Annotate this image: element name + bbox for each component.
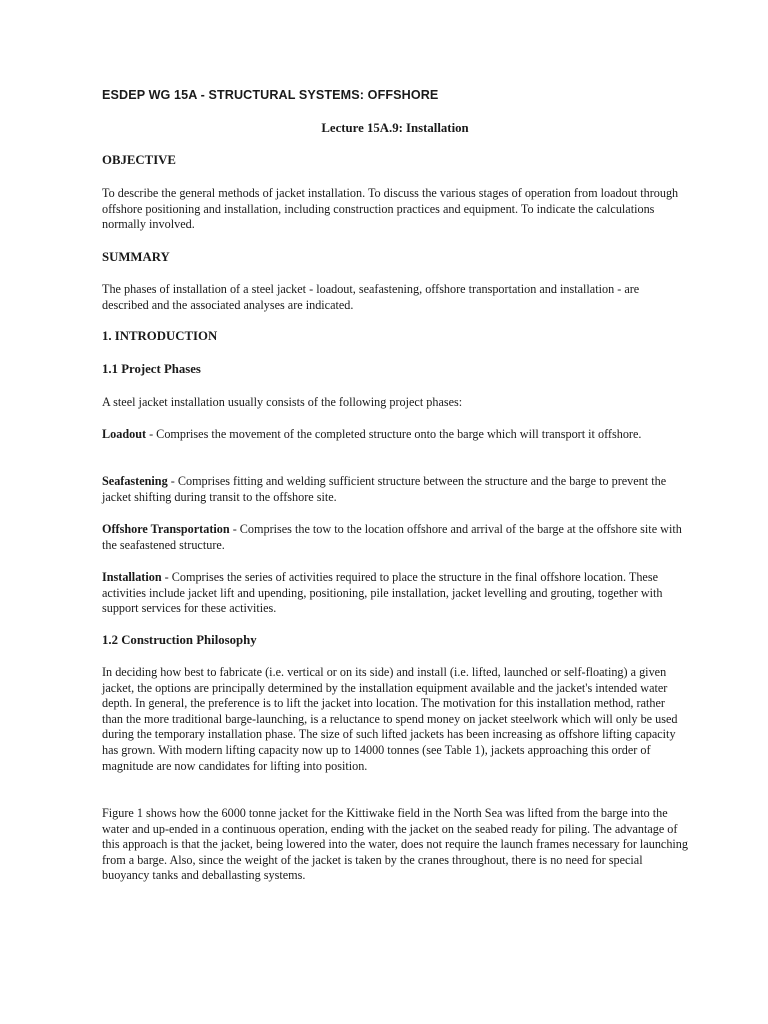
philosophy-paragraph: In deciding how best to fabricate (i.e. vertical or on its side) and install (i.e. lifted, launched or self-floating) a given jacket, the options are principally determined by the installation equipment available and the jacket's intended water depth. In general, the preference is to lift the jacket into location. The motivation for this installation method, rather than the more traditional barge-launching, is a reluctance to spend money on jacket steelwork which will only be used during the temporary installation phase. The size of such lifted jackets has been increasing as offshore lifting capacity has grown. With modern lifting capacity now up to 14000 tonnes (see Table 1), jackets approaching this order of magnitude are now candidates for lifting into position. bbox=[102, 665, 678, 773]
summary-text: The phases of installation of a steel jacket - loadout, seafastening, offshore transportation and installation - are described and the associated analyses are indicated. bbox=[102, 282, 640, 312]
philosophy-paragraph: Figure 1 shows how the 6000 tonne jacket for the Kittiwake field in the North Sea was lifted from the barge into the water and up-ended in a continuous operation, ending with the jacket on the seabed ready for piling. The advantage of this approach is that the jacket, being lowered into the water, does not require the launch frames necessary for launching from a barge. Also, since the weight of the jacket is taken by the cranes throughout, there is no need for special buoyancy tanks and deballasting systems. bbox=[102, 806, 688, 883]
introduction-heading: 1. INTRODUCTION bbox=[102, 329, 218, 343]
phase-description: - Comprises the tow to the location offshore and arrival of the barge at the offshore site with the seafastened structure. bbox=[102, 522, 682, 552]
phase-item-seafastening bbox=[102, 474, 688, 505]
phase-term: Installation bbox=[102, 570, 162, 584]
summary-heading: SUMMARY bbox=[102, 250, 170, 264]
phase-item-installation bbox=[102, 570, 688, 617]
phase-term: Seafastening bbox=[102, 474, 168, 488]
project-phases-intro: A steel jacket installation usually consists of the following project phases: bbox=[102, 395, 463, 409]
phase-description: - Comprises fitting and welding sufficient structure between the structure and the barge to prevent the jacket shifting during transit to the offshore site. bbox=[102, 474, 667, 504]
objective-text: To describe the general methods of jacket installation. To discuss the various stages of operation from loadout through offshore positioning and installation, including construction practices and equipment. To indicate the calculations normally involved. bbox=[102, 186, 679, 232]
construction-philosophy-heading: 1.2 Construction Philosophy bbox=[102, 633, 257, 647]
document-header: ESDEP WG 15A - STRUCTURAL SYSTEMS: OFFSHORE bbox=[102, 88, 439, 102]
phase-description: - Comprises the series of activities required to place the structure in the final offshore location. These activities include jacket lift and upending, positioning, pile installation, jacket levelling and grouting, together with support services for these activities. bbox=[102, 570, 663, 616]
phase-term: Loadout bbox=[102, 427, 147, 441]
objective-heading: OBJECTIVE bbox=[102, 153, 176, 167]
phase-item-loadout bbox=[102, 427, 688, 443]
lecture-title: Lecture 15A.9: Installation bbox=[321, 121, 469, 135]
phase-item-offshore-transportation bbox=[102, 522, 688, 553]
phase-term: Offshore Transportation bbox=[102, 522, 230, 536]
phase-description: - Comprises the movement of the completed structure onto the barge which will transport it offshore. bbox=[146, 427, 642, 441]
project-phases-heading: 1.1 Project Phases bbox=[102, 362, 201, 376]
